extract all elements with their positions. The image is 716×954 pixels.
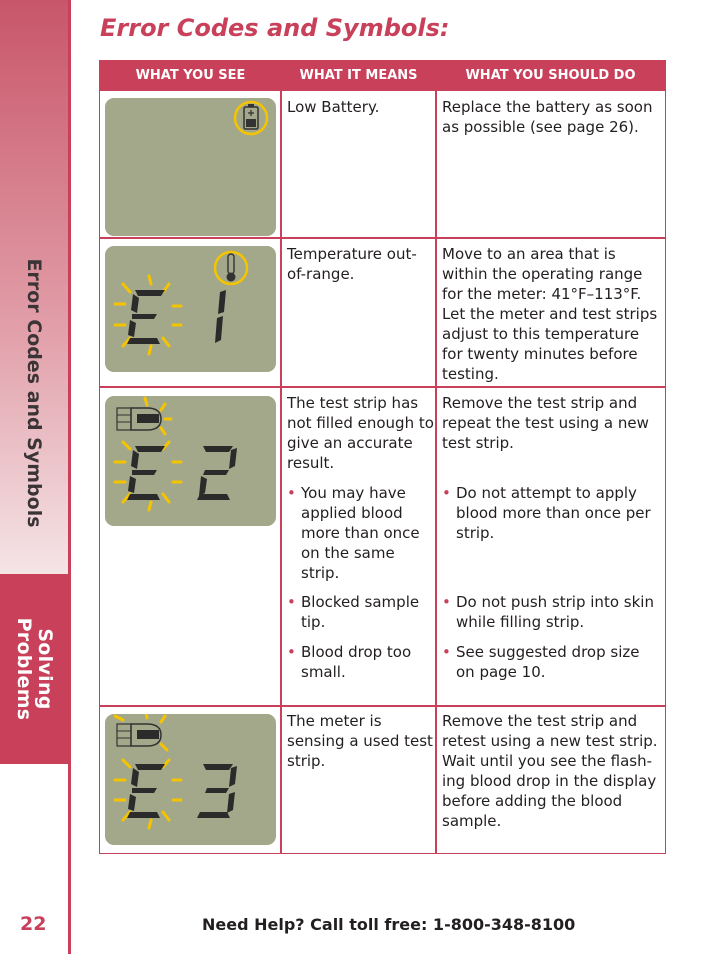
meaning-e2-bullet: • Blocked sample tip. [287,592,435,632]
header-what-it-means: WHAT IT MEANS [299,68,418,83]
action-e2-bullet: • Do not push strip into skin while filling strip. [442,592,662,632]
e3-error-code [105,714,276,845]
battery-icon [105,98,276,236]
side-section-title: Error Codes and Symbols [23,258,45,528]
meaning-temperature: Temperature out-of-range. [287,245,417,283]
action-e2: Remove the test strip and repeat the test using a new test strip. [442,394,649,452]
help-line: Need Help? Call toll free: 1-800-348-8100 [202,915,576,934]
action-e2-bullet: • Do not attempt to apply blood more than once per strip. [442,483,662,543]
meaning-e2-bullet: • Blood drop too small. [287,642,435,682]
lcd-display-e3 [105,714,276,845]
lcd-display-e2 [105,396,276,526]
lcd-display-e1 [105,246,276,372]
e2-error-code [105,396,276,526]
action-e3: Remove the test strip and retest using a new test strip. Wait until you see the flash-ing blood drop in the display before adding the blood sample. [442,712,658,830]
action-e2-bullet: • See suggested drop size on page 10. [442,642,662,682]
side-rule [68,0,71,954]
table-header [100,61,665,91]
e1-error-code [105,246,276,372]
meaning-e3: The meter is sensing a used test strip. [287,712,433,770]
meaning-low-battery: Low Battery. [287,98,380,116]
page-title: Error Codes and Symbols: [100,14,450,42]
row-divider [100,386,665,388]
action-low-battery: Replace the battery as soon as possible (see page 26). [442,98,653,136]
header-what-you-see: WHAT YOU SEE [135,68,246,83]
error-codes-table [99,60,666,854]
column-divider [280,91,282,854]
row-divider [100,237,665,239]
column-divider [435,91,437,854]
side-tab-label: Solving Problems [13,617,56,721]
header-what-you-should-do: WHAT YOU SHOULD DO [465,68,636,83]
row-divider [100,705,665,707]
action-temperature: Move to an area that is within the operating range for the meter: 41°F–113°F. Let the meter and test strips adjust to this temperature for twenty minutes before testing. [442,245,658,383]
meaning-e2: The test strip has not filled enough to give an accurate result. [287,394,434,472]
page-number: 22 [20,913,47,935]
lcd-display-low-battery [105,98,276,236]
meaning-e2-bullet: • You may have applied blood more than once on the same strip. [287,483,435,583]
